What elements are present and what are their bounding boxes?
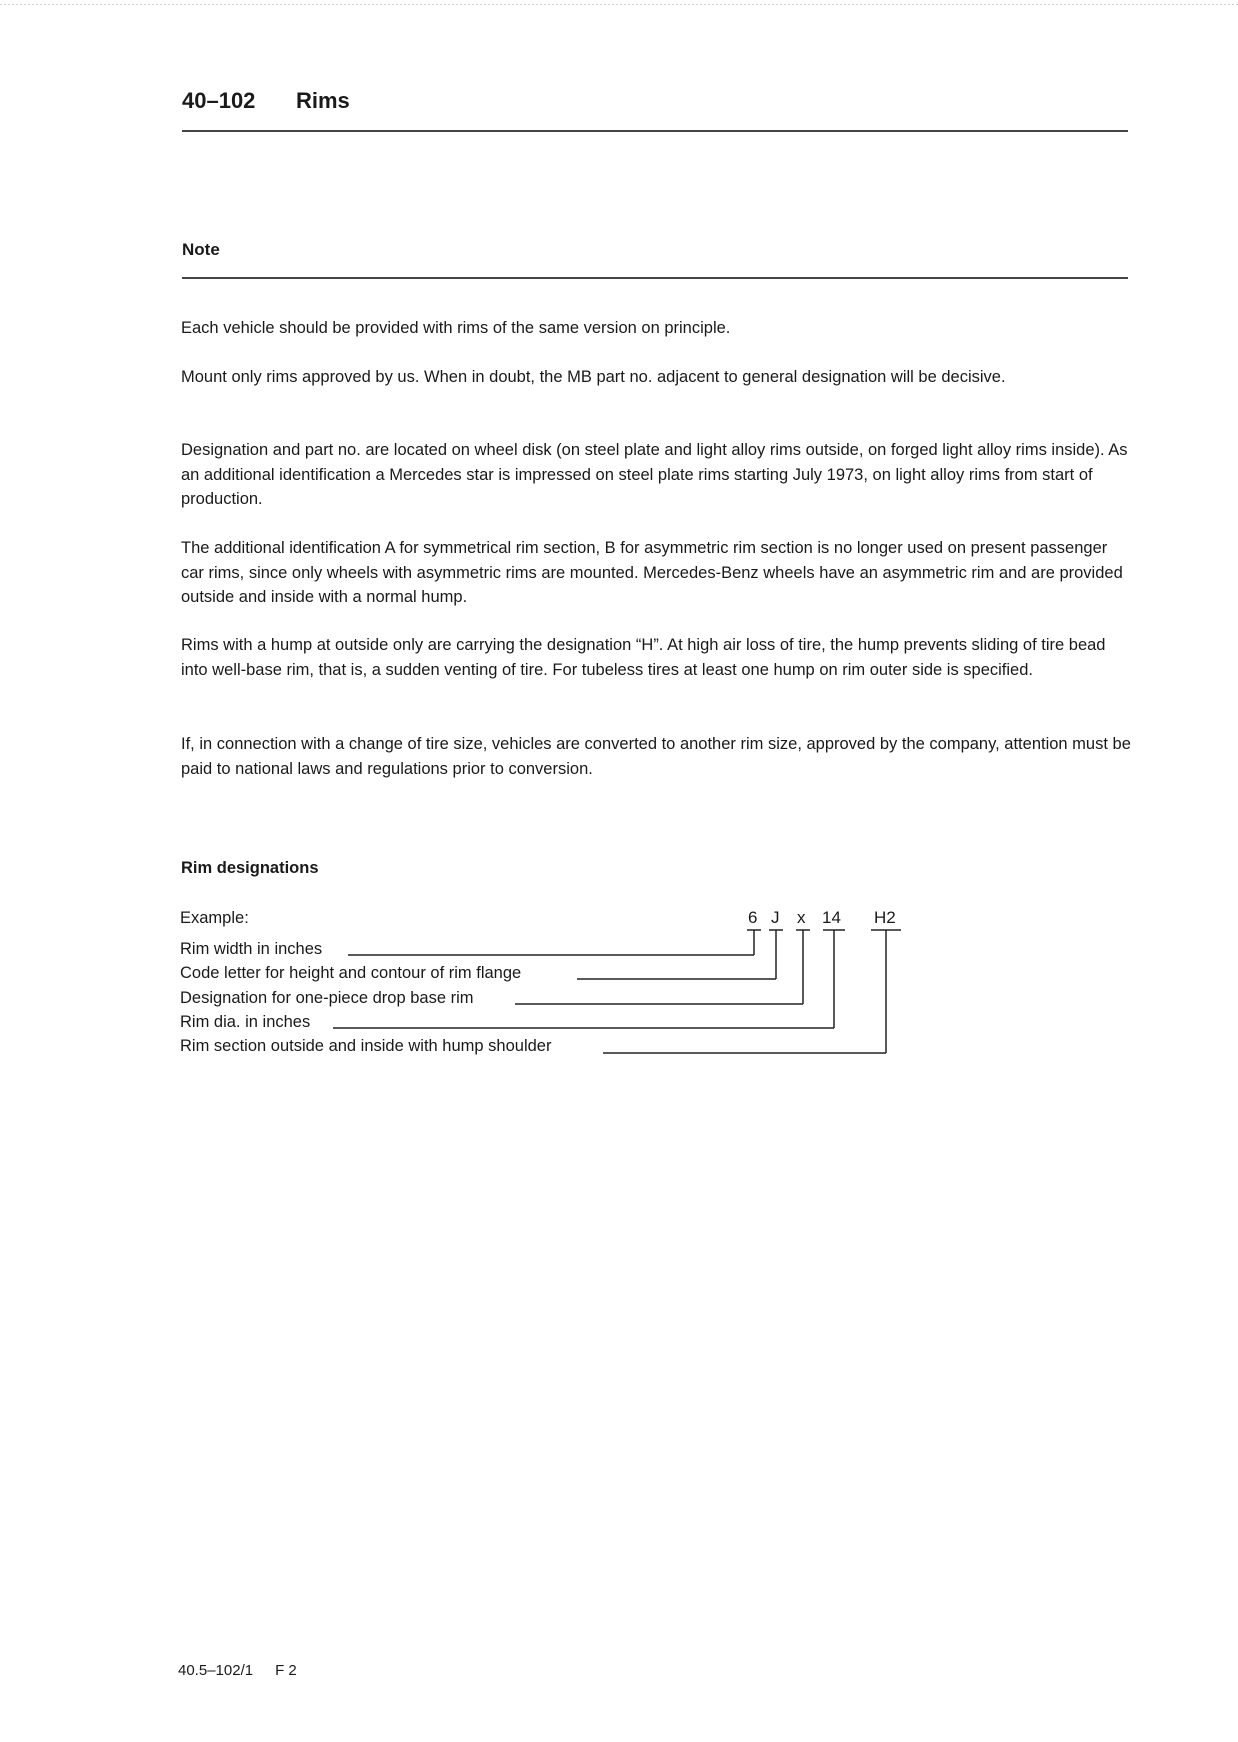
page-footer	[178, 1662, 297, 1679]
note-paragraph: Each vehicle should be provided with rims of the same version on principle.	[181, 319, 731, 337]
example-label: Example:	[180, 909, 249, 927]
section-title: Rims	[296, 88, 350, 113]
note-paragraph: Rims with a hump at outside only are carrying the designation “H”. At high air loss of tire, the hump prevents sliding of tire bead into well-base rim, that is, a sudden venting of tire. For tubeless tires at least one hump on rim outer side is specified.	[181, 636, 1106, 679]
note-paragraph: If, in connection with a change of tire size, vehicles are converted to another rim size, approved by the company, attention must be paid to national laws and regulations prior to conversion.	[181, 735, 1131, 778]
code-diameter: 14	[822, 908, 841, 927]
footer-doc-ref: 40.5–102/1	[178, 1662, 254, 1679]
note-paragraph: Mount only rims approved by us. When in doubt, the MB part no. adjacent to general designation will be decisive.	[181, 368, 1006, 386]
designation-item: Rim section outside and inside with hump shoulder	[180, 1037, 552, 1055]
note-heading: Note	[182, 240, 220, 259]
code-width: 6	[748, 908, 758, 927]
rim-designations-heading: Rim designations	[181, 859, 319, 877]
section-number: 40–102	[182, 88, 256, 113]
code-drop-base: x	[797, 908, 806, 927]
designation-item: Rim width in inches	[180, 940, 323, 958]
designation-item: Designation for one-piece drop base rim	[180, 989, 474, 1007]
note-paragraph: The additional identification A for symmetrical rim section, B for asymmetric rim section is no longer used on present passenger car rims, since only wheels with asymmetric rims are mounted. Mercedes-Benz wheels have an asymmetric rim and are provided outside and inside with a normal hump.	[181, 539, 1123, 606]
code-hump: H2	[874, 908, 896, 927]
code-flange: J	[771, 908, 780, 927]
note-paragraph: Designation and part no. are located on wheel disk (on steel plate and light alloy rims outside, on forged light alloy rims inside). As an additional identification a Mercedes star is impressed on steel plate rims starting July 1973, on light alloy rims from start of production.	[181, 441, 1128, 508]
footer-revision: F 2	[275, 1662, 297, 1679]
designation-item: Rim dia. in inches	[180, 1013, 311, 1031]
designation-item: Code letter for height and contour of rim flange	[180, 964, 522, 982]
